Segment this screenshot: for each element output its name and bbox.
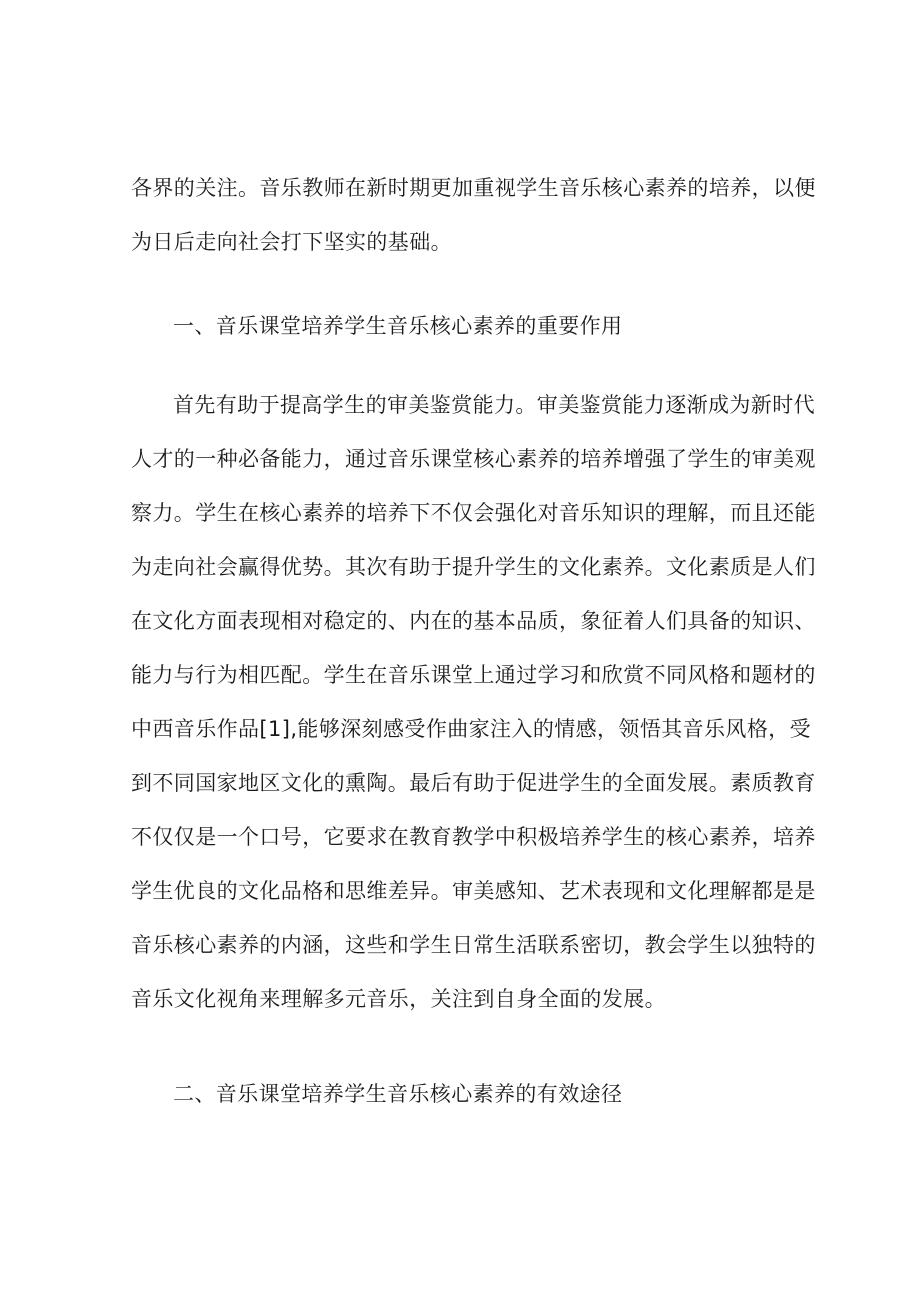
paragraph-line: 察力。学生在核心素养的培养下不仅会强化对音乐知识的理解，而且还能 xyxy=(131,501,816,525)
paragraph-line: 首先有助于提高学生的审美鉴赏能力。审美鉴赏能力逐渐成为新时代 xyxy=(173,393,815,417)
paragraph-line: 为日后走向社会打下坚实的基础。 xyxy=(131,230,452,254)
paragraph-line: 学生优良的文化品格和思维差异。审美感知、艺术表现和文化理解都是是 xyxy=(131,879,816,903)
section-heading-2: 二、音乐课堂培养学生音乐核心素养的有效途径 xyxy=(173,1082,623,1106)
paragraph-line: 音乐文化视角来理解多元音乐，关注到自身全面的发展。 xyxy=(131,987,666,1011)
paragraph-line: 音乐核心素养的内涵，这些和学生日常生活联系密切，教会学生以独特的 xyxy=(131,933,816,957)
paragraph-line: 人才的一种必备能力，通过音乐课堂核心素养的培养增强了学生的审美观 xyxy=(131,447,816,471)
section-heading-1: 一、音乐课堂培养学生音乐核心素养的重要作用 xyxy=(173,314,623,338)
paragraph-line: 为走向社会赢得优势。其次有助于提升学生的文化素养。文化素质是人们 xyxy=(131,555,816,579)
paragraph-line: 到不同国家地区文化的熏陶。最后有助于促进学生的全面发展。素质教育 xyxy=(131,771,816,795)
paragraph-line: 能力与行为相匹配。学生在音乐课堂上通过学习和欣赏不同风格和题材的 xyxy=(131,663,816,687)
paragraph-line: 不仅仅是一个口号，它要求在教育教学中积极培养学生的核心素养，培养 xyxy=(131,825,816,849)
paragraph-line: 在文化方面表现相对稳定的、内在的基本品质，象征着人们具备的知识、 xyxy=(131,609,816,633)
intro-paragraph xyxy=(131,161,816,269)
paragraph-line: 各界的关注。音乐教师在新时期更加重视学生音乐核心素养的培养，以便 xyxy=(131,176,816,200)
paragraph-line: 中西音乐作品[1],能够深刻感受作曲家注入的情感，领悟其音乐风格，受 xyxy=(131,717,812,741)
section-1-paragraph xyxy=(131,378,816,1026)
